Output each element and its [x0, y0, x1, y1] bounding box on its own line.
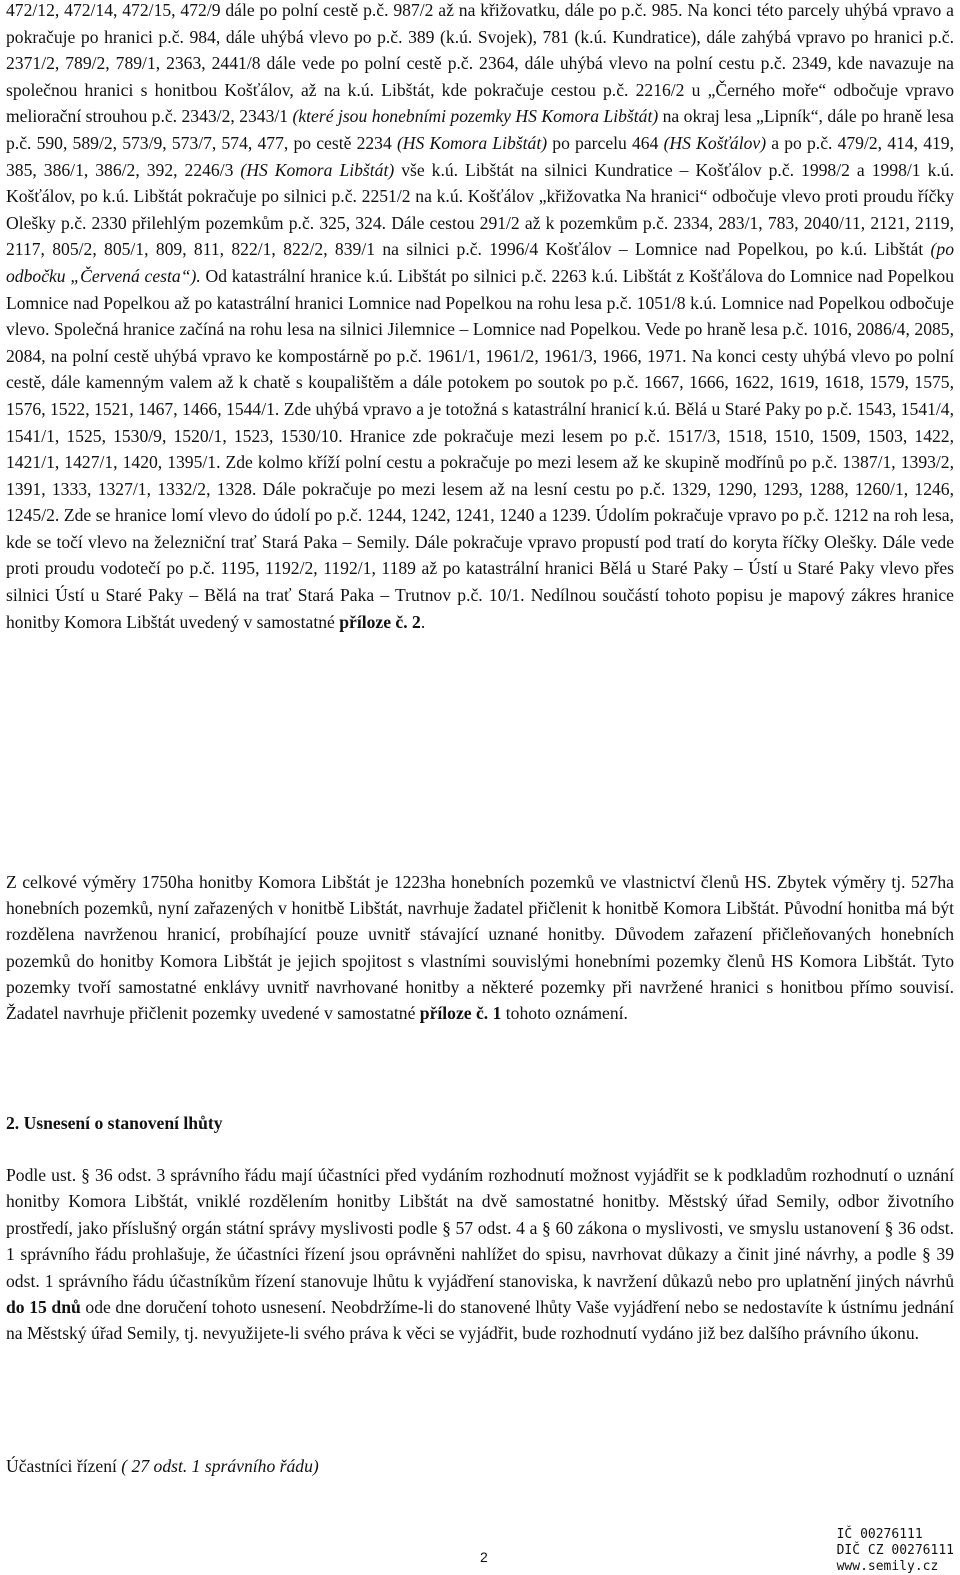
company-id: IČ 00276111: [836, 1527, 923, 1542]
text-run: Podle ust. § 36 odst. 3 správního řádu mají účastníci před vydáním rozhodnutí možnost vyjádřit se k podkladům rozhodnutí o uznání honitby Komora Libštát, vniklé rozdělením honitby Libštát na dvě samostatné honitby. Městský úřad Semily, odbor životního prostředí, jako příslušný orgán státní správy myslivosti podle § 57 odst. 4 a § 60 zákona o myslivosti, ve smyslu ustanovení § 36 odst. 1 správního řádu prohlašuje, že účastníci řízení jsou oprávněni nahlížet do spisu, navrhovat důkazy a činit jiné návrhy, a podle § 39 odst. 1 správního řádu účastníkům řízení stanovuje lhůtu k vyjádření stanoviska, k navržení důkazů nebo pro uplatnění jiných návrhů: [6, 1165, 954, 1291]
text-run: ode dne doručení tohoto usnesení. Neobdržíme-li do stanovené lhůty Vaše vyjádření nebo se nedostavíte k ústnímu jednání na Městský úřad Semily, tj. nevyužijete-li svého práva k věci se vyjádřit, bude rozhodnutí vydáno již bez dalšího právního úkonu.: [6, 1297, 954, 1344]
text-run: po parcelu 464: [547, 132, 664, 153]
text-run: tohoto oznámení.: [501, 1003, 628, 1024]
text-run: vše k.ú. Libštát na silnici Kundratice – Košťálov p.č. 1998/2 a 1998/1 k.ú. Košťálov, po k.ú. Libštát pokračuje po silnici p.č. 2251/2 na k.ú. Košťálov „křižovatka Na hranici“ odbočuje vlevo proti proudu říčky Olešky p.č. 2330 přilehlým pozemkům p.č. 325, 324. Dále cestou 291/2 až k pozemkům p.č. 2334, 283/1, 783, 2040/11, 2121, 2119, 2117, 805/2, 805/1, 809, 811, 822/1, 822/2, 839/1 na silnici p.č. 1996/4 Košťálov – Lomnice nad Popelkou, po k.ú. Libštát: [6, 159, 954, 260]
attachment-reference: příloze č. 1: [419, 1003, 502, 1024]
italic-note: (HS Košťálov): [663, 132, 767, 153]
text-run: 472/12, 472/14, 472/15, 472/9 dále po polní cestě p.č. 987/2 až na křižovatku, dále po p.č. 985. Na konci této parcely uhýbá vpravo a pokračuje po hranici p.č. 984, dále uhýbá vlevo po p.č. 389 (k.ú. Svojek), 781 (k.ú. Kundratice), dále zahýbá vpravo po hranici p.č. 2371/2, 789/2, 789/1, 2363, 2441/8 dále vede po polní cestě p.č. 2364, dále uhýbá vlevo na polní cestu p.č. 2349, kde navazuje na společnou hranici s honitbou Košťálov, až na k.ú. Libštát, kde pokračuje cestou p.č. 2216/2 u „Černého moře“ odbočuje vpravo meliorační strouhou p.č. 2343/2, 2343/1: [6, 0, 954, 127]
page-footer: [6, 1527, 954, 1573]
text-run: na okraj lesa „Lipník“, dále po hraně lesa p.č. 590, 589/2, 573/9, 573/7, 574, 477, po cestě 2234: [6, 106, 954, 153]
boundary-description-paragraph: [6, 0, 954, 635]
section-heading: 2. Usnesení o stanovení lhůty: [6, 1113, 223, 1133]
italic-note: (HS Komora Libštát): [396, 132, 548, 153]
italic-note: (po odbočku „Červená cesta“).: [6, 239, 954, 286]
participants-legal-ref: ( 27 odst. 1 správního řádu): [121, 1456, 319, 1476]
attachment-reference: příloze č. 2: [339, 611, 421, 632]
text-run: Od katastrální hranice k.ú. Libštát po silnici p.č. 2263 k.ú. Libštát z Košťálova do Lomnice nad Popelkou Lomnice nad Popelkou až po katastrální hranici Lomnice nad Popelkou na rohu lesa p.č. 1051/8 k.ú. Lomnice nad Popelkou odbočuje vlevo. Společná hranice začíná na rohu lesa na silnici Jilemnice – Lomnice nad Popelkou. Vede po hraně lesa p.č. 1016, 2086/4, 2085, 2084, na polní cestě uhýbá vpravo ke kompostárně po p.č. 1961/1, 1961/2, 1961/3, 1966, 1971. Na konci cesty uhýbá vlevo po polní cestě, dále kamenným valem až k chatě s koupalištěm a dále potokem po soutok po p.č. 1667, 1666, 1622, 1619, 1618, 1579, 1575, 1576, 1522, 1521, 1467, 1466, 1544/1. Zde uhýbá vpravo a je totožná s katastrální hranicí k.ú. Bělá u Staré Paky po p.č. 1543, 1541/4, 1541/1, 1525, 1530/9, 1520/1, 1523, 1530/10. Hranice zde pokračuje mezi lesem po p.č. 1517/3, 1518, 1510, 1509, 1503, 1422, 1421/1, 1427/1, 1420, 1395/1. Zde kolmo kříží polní cestu a pokračuje po mezi lesem až ke skupině modřínů po p.č. 1387/1, 1393/2, 1391, 1333, 1327/1, 1332/2, 1328. Dále pokračuje po mezi lesem až na lesní cestu po p.č. 1329, 1290, 1293, 1288, 1260/1, 1246, 1245/2. Zde se hranice lomí vlevo do údolí po p.č. 1244, 1242, 1241, 1240 a 1239. Údolím pokračuje vpravo po p.č. 1212 na roh lesa, kde se točí vlevo na železniční trať Stará Paka – Semily. Dále pokračuje vpravo propustí pod tratí do koryta říčky Olešky. Dále vede proti proudu vodotečí po p.č. 1195, 1192/2, 1192/1, 1189 až po katastrální hranici Bělá u Staré Paky – Ústí u Staré Paky vlevo přes silnici Ústí u Staré Paky – Bělá na trať Stará Paka – Trutnov p.č. 10/1. Nedílnou součástí tohoto popisu je mapový zákres hranice honitby Komora Libštát uvedený v samostatné: [6, 265, 954, 632]
text-run: .: [420, 611, 426, 632]
italic-note: (HS Komora Libštát): [240, 159, 395, 180]
deadline-emphasis: do 15 dnů: [6, 1297, 81, 1318]
page-number: 2: [480, 1549, 488, 1565]
participants-label: Účastníci řízení: [6, 1456, 122, 1476]
italic-note: (které jsou honebními pozemky HS Komora Libštát): [292, 106, 659, 127]
vat-id: DIČ CZ 00276111: [836, 1543, 954, 1558]
area-summary-paragraph: [6, 869, 954, 1026]
website-link[interactable]: www.semily.cz: [836, 1559, 939, 1574]
deadline-resolution-paragraph: [6, 1162, 954, 1347]
office-contact-block: [837, 1527, 954, 1575]
text-run: a po p.č. 479/2, 414, 419, 385, 386/1, 386/2, 392, 2246/3: [6, 132, 954, 180]
text-run: Z celkové výměry 1750ha honitby Komora Libštát je 1223ha honebních pozemků ve vlastnictví členů HS. Zbytek výměry tj. 527ha honebních pozemků, nyní zařazených v honitbě Libštát, navrhuje žadatel přičlenit k honitbě Komora Libštát. Původní honitba má být rozdělena navrženou hranicí, probíhající pouze uvnitř stávající uznané honitby. Důvodem zařazení přičleňovaných honebních pozemků do honitby Komora Libštát je jejich spojitost s vlastními souvislými honebními pozemky členů HS Komora Libštát. Tyto pozemky tvoří samostatné enklávy uvnitř navrhované honitby a některé pozemky při navržené hranici s honitbou přímo souvisí. Žadatel navrhuje přičlenit pozemky uvedené v samostatné: [6, 872, 954, 1024]
participants-heading: [6, 1453, 319, 1479]
